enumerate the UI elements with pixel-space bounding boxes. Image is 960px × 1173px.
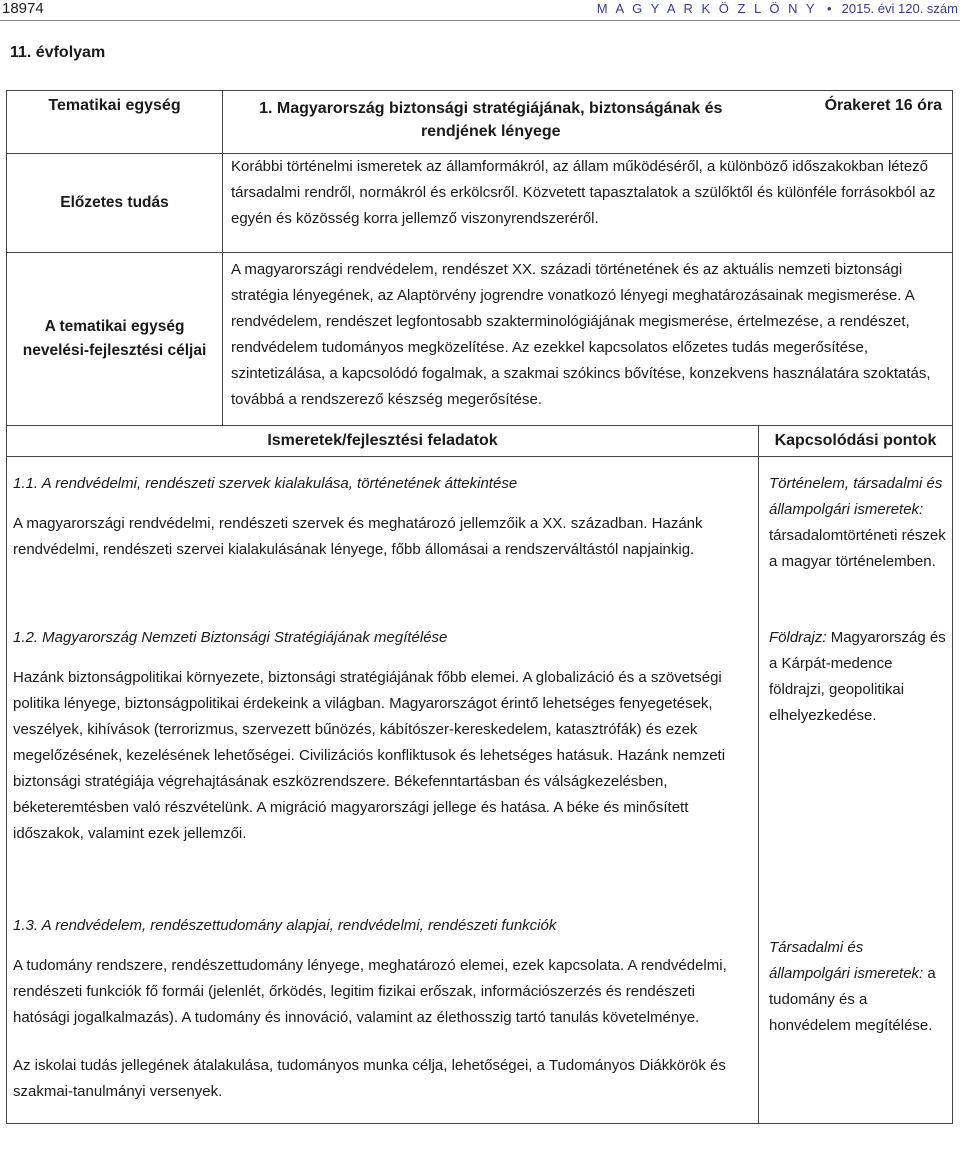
section-3 (13, 913, 750, 1105)
curriculum-table (6, 90, 953, 1124)
unit-hours: Órakeret 16 óra (759, 91, 953, 154)
section-title: 1.1. A rendvédelmi, rendészeti szervek kialakulása, történetének áttekintése (13, 475, 518, 492)
tasks-column-header: Ismeretek/fejlesztési feladatok (7, 426, 759, 457)
unit-title (223, 91, 759, 154)
section-paragraph: Hazánk biztonságpolitikai környezete, biztonsági stratégiájának főbb elemei. A globalizáció és a szövetségi politika lényege, biztonságpolitikai érdekeink a világban. Magyarországot érintő lehetséges fenyegetések, veszélyek, kihívások (terrorizmus, szervezett bűnözés, kábítószer-kereskedelem, katasztrófák) és ezek megelőzésének, kezelésének lehetőségei. Civilizációs konfliktusok és lehetséges hatásuk. Hazánk nemzeti biztonsági stratégiája végrehajtásának eszközrendszere. Békefenntartásban és válságkezelésben, béketeremtésben való részvételünk. A migráció magyarországi jellege és hatása. A béke és minősített időszakok, valamint ezek jellemzői. (13, 669, 726, 842)
grade-heading: 11. évfolyam (10, 44, 106, 61)
section-title: 1.3. A rendvédelem, rendészettudomány alapjai, rendvédelmi, rendészeti funkciók (13, 917, 557, 934)
unit-row (7, 91, 953, 154)
column-header-row (7, 426, 953, 457)
link-subject: Történelem, társadalmi és állampolgári ismeretek: (769, 475, 943, 518)
content-row (7, 457, 953, 1124)
page-header (0, 0, 960, 21)
link-text: a tudomány és a honvédelem megítélése. (769, 965, 936, 1034)
goals-label (7, 253, 223, 426)
section-paragraph: A magyarországi rendvédelmi, rendészeti szervek és meghatározó jellemzőik a XX. században. Hazánk rendvédelmi, rendészeti szervei kialakulásának lényege, főbb állomásai a rendszerváltástól napjainkig. (13, 515, 703, 558)
goals-label-line2: nevelési-fejlesztési céljai (22, 342, 207, 359)
links-column-header: Kapcsolódási pontok (759, 426, 953, 457)
goals-text: A magyarországi rendvédelem, rendészet XX. századi történetének és az aktuális nemzeti biztonsági stratégia lényegének, az Alaptörvény jogrendre vonatkozó lényegi meghatározásainak megismerése. A rendvédelem, rendészet legfontosabb szakterminológiájának megismerése, értelmezése, a rendészet, rendvédelem tudományos megközelítése. Az ezekkel kapcsolatos előzetes tudás megerősítése, szintetizálása, a kapcsolódó fogalmak, a szakmai szókincs bővítése, konzekvens használatára szoktatás, továbbá a rendszerező készség megerősítése. (223, 253, 953, 426)
links-cell (759, 457, 953, 1124)
journal-title (597, 1, 958, 16)
section-2 (13, 625, 750, 913)
unit-title-line1: 1. Magyarország biztonsági stratégiájának, biztonságának és (259, 100, 723, 117)
prior-knowledge-label: Előzetes tudás (7, 154, 223, 253)
link-subject: Földrajz: (769, 629, 827, 646)
link-2 (769, 625, 946, 935)
issue-date: 2015. évi 120. szám (841, 1, 958, 16)
section-paragraph: A tudomány rendszere, rendészettudomány lényege, meghatározó elemei, ezek kapcsolata. A rendvédelmi, rendészeti funkciók fő formái (jelenlét, őrködés, legitim fizikai erőszak, információszerzés és rendészeti hatósági jogalkalmazás). A tudomány és innováció, valamint az élethosszig tartó tanulás követelménye. (13, 957, 727, 1026)
unit-label: Tematikai egység (7, 91, 223, 154)
journal-name: M A G Y A R K Ö Z L Ö N Y (596, 1, 817, 16)
link-subject: Társadalmi és állampolgári ismeretek: (769, 939, 924, 982)
section-title: 1.2. Magyarország Nemzeti Biztonsági Stratégiájának megítélése (13, 629, 448, 646)
link-text: Magyarország és a Kárpát-medence földrajzi, geopolitikai elhelyezkedése. (769, 629, 946, 724)
content-cell (7, 457, 759, 1124)
goals-row (7, 253, 953, 426)
header-bullet: • (826, 1, 832, 16)
section-paragraph: Az iskolai tudás jellegének átalakulása, tudományos munka célja, lehetőségei, a Tudományos Diákkörök és szakmai-tanulmányi versenyek. (13, 1057, 726, 1100)
page-number: 18974 (2, 0, 44, 17)
link-3 (769, 935, 946, 1039)
prior-knowledge-row (7, 154, 953, 253)
section-1 (13, 471, 750, 625)
prior-knowledge-text: Korábbi történelmi ismeretek az államformákról, az állam működéséről, a különböző időszakokban létező társadalmi rendről, normákról és erkölcsről. Közvetett tapasztalatok a szülőktől és különféle forrásokból az egyén és közösség korra jellemző viszonyrendszeréről. (223, 154, 953, 253)
unit-title-line2: rendjének lényege (420, 123, 561, 140)
link-text: társadalomtörténeti részek a magyar történelemben. (769, 527, 946, 570)
goals-label-line1: A tematikai egység (44, 318, 185, 335)
link-1 (769, 471, 946, 625)
